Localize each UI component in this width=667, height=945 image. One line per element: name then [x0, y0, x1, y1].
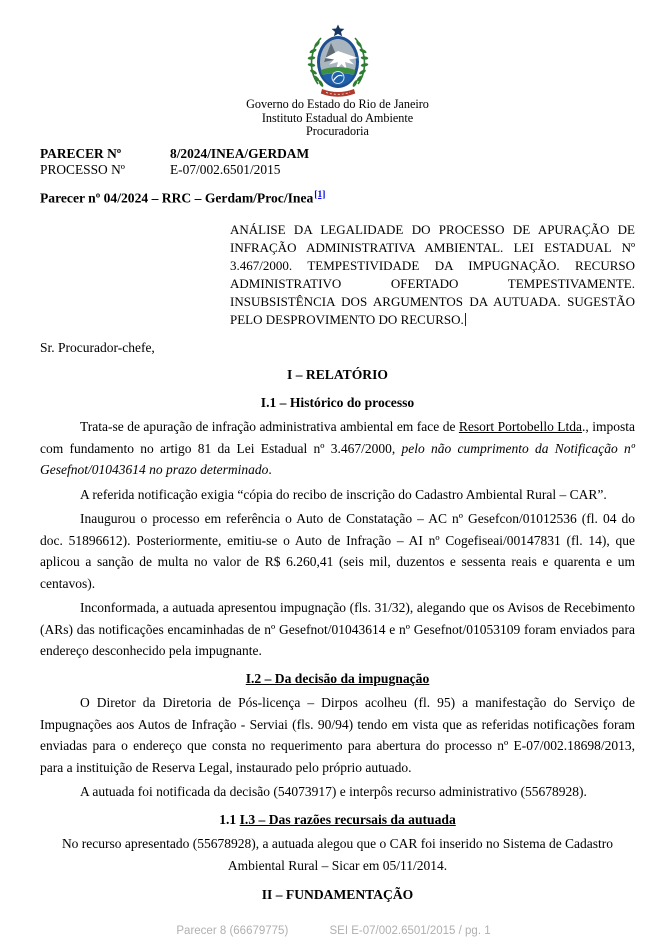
section-heading-decisao: [40, 668, 635, 690]
razoes-outline-number: 1.1: [219, 811, 237, 827]
paragraph-tratase: [40, 416, 635, 481]
p1-company-name: Resort Portobello Ltda: [458, 419, 583, 435]
org-line-government: Governo do Estado do Rio de Janeiro: [246, 97, 429, 111]
state-coat-of-arms-logo: [300, 24, 376, 98]
subject-line: [40, 186, 635, 208]
section-heading-razoes: [40, 809, 635, 831]
logo-container: [40, 24, 635, 98]
org-line-institute: Instituto Estadual do Ambiente: [261, 110, 414, 125]
processo-label: PROCESSO Nº: [40, 161, 125, 177]
page-footer: [0, 925, 667, 937]
ementa-text: ANÁLISE DA LEGALIDADE DO PROCESSO DE APURAÇÃO DE INFRAÇÃO ADMINISTRATIVA AMBIENTAL. LEI ESTADUAL Nº 3.467/2000. TEMPESTIVIDADE DA IMPUGNAÇÃO. RECURSO ADMINISTRATIVO OFERTADO TEMPESTIVAMENTE. INSUBSISTÊNCIA DOS ARGUMENTOS DA AUTUADA. SUGESTÃO PELO DESPROVIMENTO DO RECURSO.: [230, 222, 635, 328]
reference-block: [40, 146, 635, 178]
section-heading-fundamentacao: II – FUNDAMENTAÇÃO: [261, 887, 414, 903]
section-heading-historico: I.1 – Histórico do processo: [260, 394, 415, 410]
paragraph-auto-constatacao: Inaugurou o processo em referência o Auto de Constatação – AC nº Gesefcon/01012536 (fl. 04 do doc. 51896612). Posteriormente, emitiu-se o Auto de Infração – AI nº Cogefiseai/00147831 (fl. 14), que aplicou a sanção de multa no valor de R$ 6.260,41 (seis mil, duzentos e sessenta reais e quarenta e um centavos).: [40, 511, 635, 591]
subject-text: Parecer nº 04/2024 – RRC – Gerdam/Proc/Inea: [40, 190, 314, 206]
p1-text-2: ., imposta com fundamento no artigo 81 da Lei Estadual nº 3.467/2000,: [40, 419, 636, 456]
footer-doc-ref: Parecer 8 (66679775): [176, 925, 289, 937]
p1-text: Trata-se de apuração de infração administrativa ambiental em face de: [80, 419, 459, 435]
paragraph-recurso: No recurso apresentado (55678928), a autuada alegou que o CAR foi inserido no Sistema de Cadastro Ambiental Rural – Sicar em 05/11/2014.: [61, 836, 614, 873]
p1-italic-reason: pelo não cumprimento da Notificação nº Gesefnot/01043614 no prazo determinado: [40, 440, 635, 478]
paragraph-diretor: O Diretor da Diretoria de Pós-licença – Dirpos acolheu (fl. 95) a manifestação do Serviço de Impugnações aos Autos de Infração - Serviai (fls. 90/94) tendo em vista que as referidas notificações foram enviadas para o endereço que consta no requerimento para abertura do processo nº E-07/002.18698/2013, para a instituição de Reserva Legal, instaurado pelo próprio autuado.: [40, 695, 635, 775]
paragraph-notificada-decisao: A autuada foi notificada da decisão (54073917) e interpôs recurso administrativo (55678928).: [80, 784, 587, 800]
decisao-heading-text: I.2 – Da decisão da impugnação: [245, 670, 430, 686]
processo-number: E-07/002.6501/2015: [170, 161, 281, 177]
razoes-heading-text: I.3 – Das razões recursais da autuada: [239, 811, 456, 827]
org-line-procuradoria: Procuradoria: [306, 124, 369, 138]
p1-period: .: [268, 462, 272, 478]
footer-sei-ref: SEI E-07/002.6501/2015 / pg. 1: [329, 925, 491, 937]
salutation: Sr. Procurador-chefe,: [40, 340, 155, 356]
footnote-1-link[interactable]: [1]: [314, 189, 326, 200]
paragraph-notificacao: A referida notificação exigia “cópia do recibo de inscrição do Cadastro Ambiental Rural – CAR”.: [80, 486, 607, 502]
text-cursor: [465, 313, 466, 326]
parecer-label: PARECER Nº: [40, 145, 122, 161]
ementa-summary: [230, 221, 635, 329]
section-heading-relatorio: I – RELATÓRIO: [287, 367, 388, 383]
parecer-number: 8/2024/INEA/GERDAM: [170, 145, 310, 161]
paragraph-impugnacao: Inconformada, a autuada apresentou impugnação (fls. 31/32), alegando que os Avisos de Recebimento (ARs) das notificações encaminhadas de nº Gesefnot/01043614 e nº Gesefnot/01053109 foram enviados para endereço desconhecido pela impugnante.: [40, 600, 635, 659]
org-header: [40, 98, 635, 139]
